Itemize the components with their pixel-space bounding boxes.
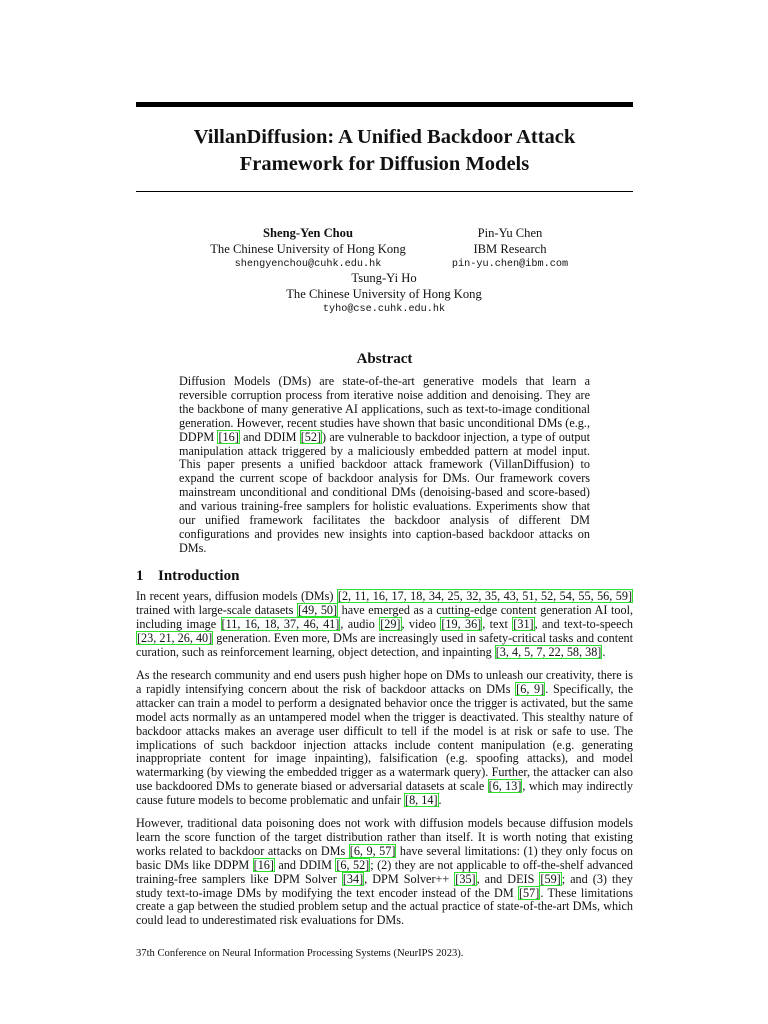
citation-link[interactable]: [16] — [218, 429, 239, 444]
citation-link[interactable]: [3, 4, 5, 7, 22, 58, 38] — [495, 644, 602, 659]
title-top-rule — [136, 102, 633, 107]
citation-link[interactable]: [6, 52] — [336, 857, 370, 872]
intro-paragraph-3 — [136, 817, 633, 928]
citation-link[interactable]: [6, 9] — [516, 681, 545, 696]
author-name: Pin-Yu Chen — [477, 226, 543, 240]
paragraph-text: , which may indirectly cause future models to become problematic and unfair — [136, 779, 634, 808]
citation-link[interactable]: [49, 50] — [297, 602, 338, 617]
paragraph-text: , text — [482, 616, 513, 631]
section-number: 1 — [136, 568, 144, 584]
citation-link[interactable]: [8, 14] — [405, 793, 438, 808]
author-block-1 — [196, 226, 420, 273]
paragraph-text: , video — [401, 616, 441, 631]
citation-link[interactable]: [34] — [342, 871, 364, 886]
paragraph-text: , audio — [340, 616, 380, 631]
citation-link[interactable]: [23, 21, 26, 40] — [137, 630, 213, 645]
citation-link[interactable]: [57] — [519, 885, 540, 900]
paragraph-text: and DDIM — [274, 857, 336, 872]
abstract-text: ) are vulnerable to backdoor injection, a type of output manipulation attack triggered by a maliciously embedded pattern at model input. This paper presents a unified backdoor attack framework (VillanDiffusion) to expand the current scope of backdoor analysis for DMs. Our framework covers mainstream unconditional and conditional DMs (denoising-based and score-based) and various training-free samplers for holistic evaluations. Experiments show that our unified framework facilitates the backdoor analysis of different DM configurations and provides new insights into caption-based backdoor attacks on DMs. — [179, 429, 590, 555]
author-email[interactable]: pin-yu.chen@ibm.com — [451, 259, 569, 270]
author-name: Sheng-Yen Chou — [263, 226, 353, 240]
citation-link[interactable]: [16] — [253, 857, 274, 872]
citation-link[interactable]: [6, 9, 57] — [349, 843, 396, 858]
paragraph-text: , and DEIS — [476, 871, 540, 886]
paragraph-text: have emerged as a cutting-edge content generation AI tool, including image — [136, 602, 633, 631]
paragraph-text: In recent years, diffusion models (DMs) — [136, 589, 337, 603]
paragraph-text: However, traditional data poisoning does not work with diffusion models because diffusion models learn the score function of the target distribution rather than itself. It is worth noting that existing works related to backdoor attacks on DMs — [136, 816, 633, 858]
author-name: Tsung-Yi Ho — [351, 271, 417, 285]
paragraph-text: have several limitations: (1) they only focus on basic DMs like DDPM — [136, 843, 633, 872]
citation-link[interactable]: [52] — [300, 429, 322, 444]
paragraph-text: As the research community and end users push higher hope on DMs to unleash our creativity, there is a rapidly intensifying concern about the risk of backdoor attacks on DMs — [136, 668, 633, 696]
author-affiliation: The Chinese University of Hong Kong — [286, 286, 482, 301]
paragraph-text: , DPM Solver++ — [364, 871, 455, 886]
section-title: Introduction — [158, 568, 240, 584]
citation-link[interactable]: [19, 36] — [441, 616, 482, 631]
title-bottom-rule — [136, 191, 633, 192]
section-heading — [136, 567, 239, 585]
author-block-3 — [236, 271, 532, 318]
paragraph-text: . — [438, 793, 442, 808]
abstract-heading: Abstract — [356, 351, 413, 367]
citation-link[interactable]: [35] — [455, 871, 476, 886]
title-line-1: VillanDiffusion: A Unified Backdoor Attack — [193, 126, 576, 148]
author-block-2 — [420, 226, 600, 273]
paragraph-text: trained with large-scale datasets — [136, 602, 297, 617]
paragraph-text: generation. Even more, DMs are increasingly used in safety-critical tasks and content curation, such as reinforcement learning, object detection, and inpainting — [136, 630, 633, 659]
citation-link[interactable]: [31] — [513, 616, 534, 631]
paragraph-text: . — [602, 644, 606, 659]
abstract-text: and DDIM — [239, 429, 300, 444]
citation-link[interactable]: [11, 16, 18, 37, 46, 41] — [221, 616, 340, 631]
conference-footnote: 37th Conference on Neural Information Processing Systems (NeurIPS 2023). — [136, 948, 464, 959]
paragraph-text: ; (2) they are not applicable to off-the-shelf advanced training-free samplers like DPM Solver — [136, 857, 633, 886]
paragraph-text: ; and (3) they study text-to-image DMs by modifying the text encoder instead of the DM — [136, 871, 633, 900]
author-affiliation: The Chinese University of Hong Kong — [210, 241, 406, 256]
intro-paragraph-1 — [136, 590, 633, 660]
citation-link[interactable]: [2, 11, 16, 17, 18, 34, 25, 32, 35, 43, 51, 52, 54, 55, 56, 59] — [337, 589, 632, 603]
citation-link[interactable]: [59] — [540, 871, 561, 886]
abstract-body — [179, 375, 590, 556]
author-affiliation: IBM Research — [473, 241, 547, 256]
paragraph-text: . Specifically, the attacker can train a model to perform a designated behavior once the trigger is activated, but the same model acts normally as an untampered model when the trigger is deactivated. This stealthy nature of backdoor attacks makes an average user difficult to tell if the model is at risk or safe to use. The implications of such backdoor injection attacks include content manipulation (e.g. generating inappropriate content for image inpainting), falsification (e.g. spoofing attacks), and model watermarking (by viewing the embedded trigger as a watermark query). Further, the attacker can also use backdoored DMs to generate biased or adversarial datasets at scale — [136, 681, 633, 794]
intro-paragraph-2 — [136, 669, 633, 808]
abstract-text: Diffusion Models (DMs) are state-of-the-art generative models that learn a reversible corruption process from iterative noise addition and denoising. They are the backbone of many generative AI applications, such as text-to-image conditional generation. However, recent studies have shown that basic unconditional DMs (e.g., DDPM — [179, 374, 590, 444]
citation-link[interactable]: [29] — [380, 616, 401, 631]
paper-title — [136, 124, 633, 178]
citation-link[interactable]: [6, 13] — [488, 779, 522, 794]
paragraph-text: , and text-to-speech — [534, 616, 633, 631]
paragraph-text: . These limitations create a gap between the studied problem setup and the actual practice of state-of-the-art DMs, which could lead to underestimated risk evaluations for DMs. — [136, 885, 633, 928]
author-email[interactable]: tyho@cse.cuhk.edu.hk — [322, 304, 446, 315]
author-email[interactable]: shengyenchou@cuhk.edu.hk — [234, 259, 382, 270]
title-line-2: Framework for Diffusion Models — [239, 153, 530, 175]
